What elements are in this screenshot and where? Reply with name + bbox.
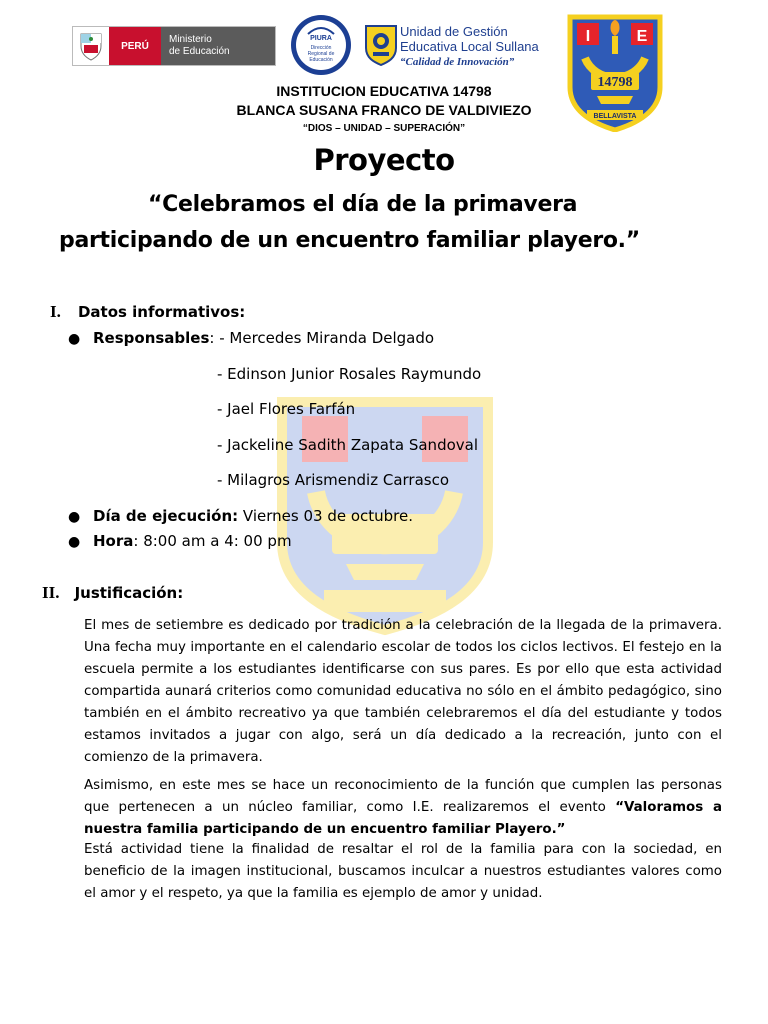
bullet-icon: ● <box>68 509 81 525</box>
section2-title: Justificación: <box>74 584 184 602</box>
section1-heading <box>50 302 245 322</box>
drep-line3: Educación <box>309 57 333 63</box>
page-title: Proyecto <box>313 143 455 177</box>
ministry-name <box>161 27 275 65</box>
section1-title: Datos informativos: <box>77 303 246 321</box>
responsables-label: Responsables <box>93 329 210 347</box>
drep-name: PIURA <box>310 35 332 42</box>
ugel-name <box>400 24 545 68</box>
peru-shield-icon <box>73 27 109 65</box>
dia-label: Día de ejecución: <box>93 507 239 525</box>
responsable-item: - Jackeline Sadith Zapata Sandoval <box>217 436 478 454</box>
hora-value: : 8:00 am a 4: 00 pm <box>133 532 292 550</box>
responsable-item: - Milagros Arismendiz Carrasco <box>217 471 450 489</box>
section2-numeral: II. <box>42 583 60 602</box>
project-title-line1: “Celebramos el día de la primavera <box>148 192 578 217</box>
responsable-item: - Mercedes Miranda Delgado <box>219 329 435 347</box>
section1-numeral: I. <box>50 302 61 321</box>
ugel-line2: Educativa Local Sullana <box>400 39 539 54</box>
ugel-emblem-icon <box>364 24 398 66</box>
crest-ribbon: BELLAVISTA <box>593 113 637 120</box>
ministry-line1: Ministerio <box>169 34 212 45</box>
hora-label: Hora <box>93 532 134 550</box>
drep-line1: Dirección <box>310 45 332 51</box>
project-title-line2: participando de un encuentro familiar playero.” <box>59 228 640 253</box>
dia-value: Viernes 03 de octubre. <box>238 507 414 525</box>
school-name-line1: INSTITUCION EDUCATIVA 14798 <box>276 83 492 99</box>
bullet-icon: ● <box>68 534 81 550</box>
justification-paragraph-3: Está actividad tiene la finalidad de resaltar el rol de la familia para con la sociedad, en beneficio de la imagen institucional, buscamos inculcar a nuestros estudiantes valores como el amor y el respeto, ya que la familia es ejemplo de amor y unidad. <box>84 842 722 901</box>
justification-paragraph-1: El mes de setiembre es dedicado por tradición a la celebración de la llegada de la primavera. Una fecha muy importante en el calendario escolar de todos los ciclos lectivos. El festejo en la escuela permite a los estudiantes identificarse con sus pares. Es por ello que esta actividad compartida aunará criterios como comunidad educativa no sólo en el ámbito pedagógico, sino también en el ámbito recreativo ya que también celebraremos el día del estudiante y todos estamos invitados a jugar con algo, será un día dedicado a la recreación, junto con el comienzo de la primavera. <box>84 618 722 765</box>
paragraph2-event-name: “Valoramos a nuestra familia participando de un encuentro familiar Playero.” <box>84 800 722 837</box>
ugel-line1: Unidad de Gestión <box>400 24 508 39</box>
responsables-row <box>93 329 434 347</box>
crest-letter-i: I <box>585 28 591 45</box>
minedu-logo <box>72 26 276 66</box>
school-name-line2: BLANCA SUSANA FRANCO DE VALDIVIEZO <box>236 102 532 118</box>
hora-row <box>93 532 292 550</box>
justification-paragraph-2 <box>84 775 722 841</box>
responsables-sep: : <box>209 329 220 347</box>
ugel-slogan: “Calidad de Innovación” <box>400 56 515 68</box>
drep-piura-logo <box>290 14 352 76</box>
responsable-item: - Edinson Junior Rosales Raymundo <box>217 365 482 383</box>
paragraph2-intro: Asimismo, en este mes se hace un reconocimiento de la función que cumplen las personas que pertenecen a un núcleo familiar, como I.E. realizaremos el evento <box>84 778 722 815</box>
school-motto: “DIOS – UNIDAD – SUPERACIÓN” <box>302 123 466 134</box>
crest-number: 14798 <box>597 75 633 90</box>
section2-heading <box>42 583 183 603</box>
dia-ejecucion-row <box>93 507 413 525</box>
ministry-line2: de Educación <box>169 46 230 57</box>
peru-label: PERÚ <box>109 27 161 65</box>
responsable-item: - Jael Flores Farfán <box>217 400 356 418</box>
drep-line2: Regional de <box>307 51 335 57</box>
crest-letter-e: E <box>636 28 648 45</box>
bullet-icon: ● <box>68 331 81 347</box>
